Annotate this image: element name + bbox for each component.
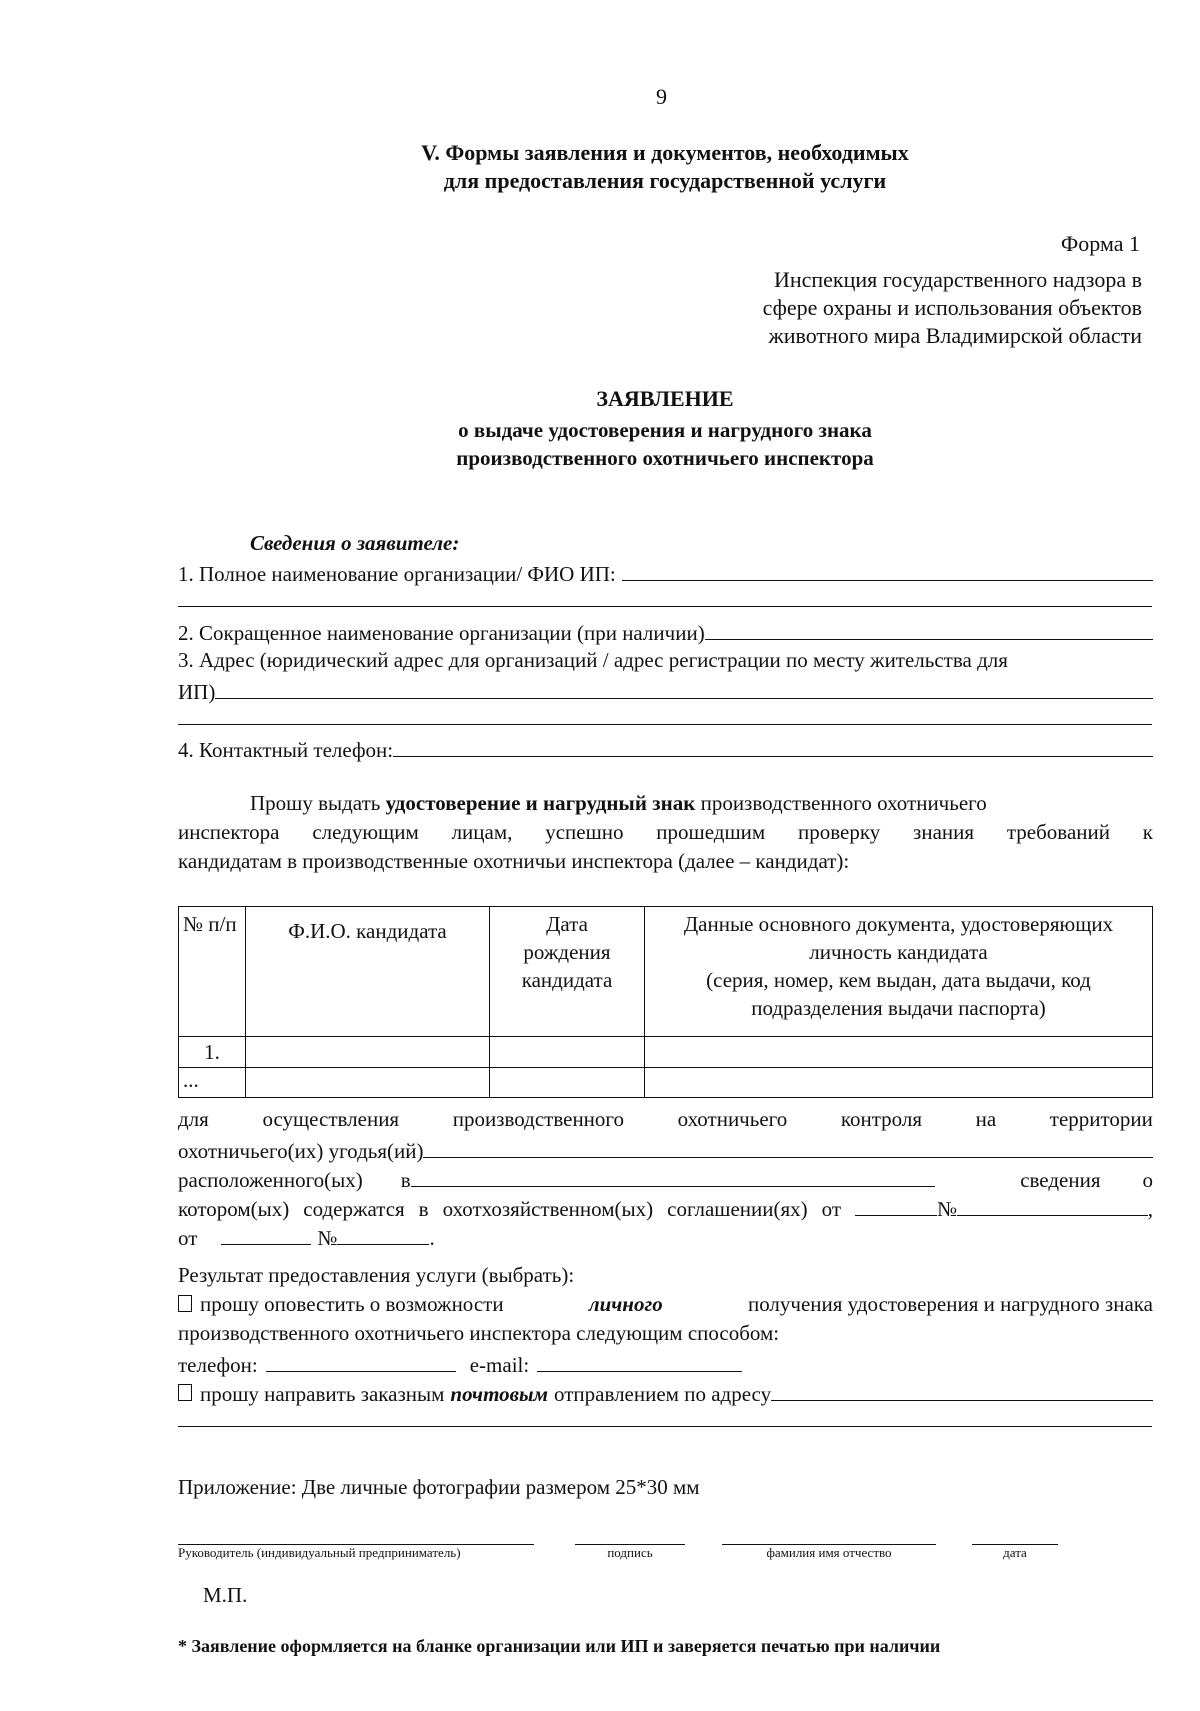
candidates-table [178,906,1153,1098]
applicant-phone-field[interactable] [178,735,1153,763]
result-option-personal-line2: производственного охотничьего инспектора следующим способом: [178,1321,780,1345]
agreement-second-field[interactable] [178,1223,435,1251]
document-heading: ЗАЯВЛЕНИЕ [596,386,734,411]
applicant-item3-label-cont: ИП) [178,680,216,704]
signature-sign-label: подпись [607,1545,653,1560]
footnote: * Заявление оформляется на бланке организации или ИП и заверяется печатью при наличии [178,1636,941,1656]
agreement2-number-sign: № [317,1226,338,1250]
request-line3: кандидатам в производственные охотничьи инспектора (далее – кандидат): [178,849,850,873]
request-line1 [250,791,987,816]
purpose-word: территории [1049,1107,1153,1131]
hunting-grounds-input-line[interactable] [423,1136,1153,1158]
header-document-line1: Данные основного документа, удостоверяющих [683,912,1114,936]
table-row [179,1068,1153,1098]
purpose-word: осуществления [262,1107,400,1131]
applicant-address-field[interactable] [178,677,1153,705]
purpose-word: на [975,1107,997,1131]
info-preposition: о [1142,1168,1153,1192]
applicant-item3-label: 3. Адрес (юридический адрес для организаций / адрес регистрации по месту жительства для [178,648,1008,672]
option-personal-text-a: прошу оповестить о возможности [200,1292,504,1316]
result-option-personal[interactable] [178,1292,1153,1317]
contact-fields [178,1350,742,1378]
address-input-line[interactable] [215,677,1153,699]
form-label: Форма 1 [1060,231,1140,256]
agreement-text: в [418,1197,429,1221]
page-number: 9 [656,84,667,109]
agreement-number-sign: № [937,1197,958,1221]
document-subtitle-line2: производственного охотничьего инспектора [456,446,874,470]
row-fio-cell[interactable] [246,1068,490,1098]
contact-phone-label: телефон: [178,1353,258,1377]
hunting-grounds-field[interactable] [178,1136,1153,1164]
row-document-cell[interactable] [645,1037,1153,1068]
phone-input-line[interactable] [393,735,1153,757]
header-document-line4: подразделения выдачи паспорта) [751,996,1046,1020]
table-header-row [179,907,1153,1037]
mail-address-input-line[interactable] [771,1379,1153,1401]
agreement-date-input-line[interactable] [855,1194,937,1216]
purpose-word: охотничьего [677,1107,788,1131]
row-fio-cell[interactable] [246,1037,490,1068]
purpose-word: производственного [452,1107,625,1131]
row-dob-cell[interactable] [490,1037,645,1068]
agreement2-number-input-line[interactable] [337,1223,429,1245]
contact-email-label: e-mail: [469,1353,530,1377]
contact-phone-input-line[interactable] [266,1350,456,1372]
header-document-line2: личность кандидата [809,940,988,964]
purpose-word: для [178,1107,209,1131]
checkbox-mail[interactable] [178,1384,192,1401]
signature-role-line [178,1544,534,1545]
checkbox-personal[interactable] [178,1295,192,1312]
request-text-a: Прошу выдать [250,791,381,815]
stamp-label: М.П. [203,1583,248,1607]
addressee-line2: сфере охраны и использования объектов [762,295,1142,320]
option-personal-text-bold: личного [588,1292,663,1316]
header-num: № п/п [179,907,246,1037]
agreement2-date-input-line[interactable] [221,1223,311,1245]
applicant-item2-label: 2. Сокращенное наименование организации (при наличии) [178,621,705,645]
option-mail-text-c: отправлением по адресу [553,1382,772,1406]
applicant-header: Сведения о заявителе: [250,531,460,555]
header-document [645,907,1153,1037]
short-name-input-line[interactable] [705,618,1153,640]
signature-role-label: Руководитель (индивидуальный предприниматель) [178,1545,461,1560]
request-text-bold: удостоверение и нагрудный знак [385,791,696,815]
agreement-text: от [821,1197,842,1221]
addressee-line1: Инспекция государственного надзора в [773,267,1142,292]
header-fio: Ф.И.О. кандидата [246,907,490,1037]
applicant-item4-label: 4. Контактный телефон: [178,738,394,762]
agreement2-end: . [429,1226,435,1250]
location-field[interactable] [178,1165,1153,1193]
location-input-line[interactable] [411,1165,935,1187]
document-subtitle-line1: о выдаче удостоверения и нагрудного знака [458,418,872,442]
option-mail-text-bold: почтовым [450,1382,548,1406]
full-name-continuation-line[interactable] [178,606,1152,607]
location-preposition: в [400,1168,411,1192]
signature-date-label: дата [1003,1545,1027,1560]
applicant-item1-label: 1. Полное наименование организации/ ФИО ИП: [178,562,616,586]
signature-fio-label: фамилия имя отчество [766,1545,892,1560]
row-num: ... [179,1068,246,1098]
option-personal-text-c: получения удостоверения и нагрудного знака [747,1292,1153,1316]
location-label: расположенного(ых) [178,1168,363,1192]
purpose-word: контроля [840,1107,923,1131]
request-text-c: производственного охотничьего [700,791,987,815]
agreement-number-input-line[interactable] [957,1194,1148,1216]
row-document-cell[interactable] [645,1068,1153,1098]
purpose-line1 [178,1107,1153,1132]
result-title: Результат предоставления услуги (выбрать): [178,1263,575,1287]
agreement-text: охотхозяйственном(ых) [442,1197,654,1221]
hunting-grounds-label: охотничьего(их) угодья(ий) [178,1139,424,1163]
request-line2: инспектора следующим лицам, успешно прошедшим проверку знания требований к [178,820,1153,844]
agreement-text: котором(ых) [178,1197,290,1221]
header-dob: Дата рождения кандидата [490,907,645,1037]
address-continuation-line[interactable] [178,724,1152,725]
applicant-full-name-field[interactable] [178,559,1153,587]
agreement-text: содержатся [303,1197,405,1221]
contact-email-input-line[interactable] [537,1350,742,1372]
row-dob-cell[interactable] [490,1068,645,1098]
table-row [179,1037,1153,1068]
attachment-text: Приложение: Две личные фотографии размером 25*30 мм [178,1475,700,1499]
result-option-mail[interactable] [178,1379,1153,1407]
mail-address-continuation-line[interactable] [178,1426,1152,1427]
addressee-line3: животного мира Владимирской области [768,323,1142,348]
section-title-line1: V. Формы заявления и документов, необходимых [421,140,909,165]
applicant-short-name-field[interactable] [178,618,1153,646]
agreement-from-label: от [178,1226,198,1250]
header-document-line3: (серия, номер, кем выдан, дата выдачи, код [706,968,1091,992]
agreement-text: соглашении(ях) [667,1197,808,1221]
info-label: сведения [1020,1168,1101,1192]
section-title-line2: для предоставления государственной услуги [443,168,887,193]
option-mail-text-a: прошу направить заказным [200,1382,445,1406]
agreement-field[interactable]: котором(ых) содержатся в охотхозяйственном(ых) соглашении(ях) от № , [178,1194,1153,1222]
full-name-input-line[interactable] [622,559,1153,581]
row-num: 1. [179,1037,246,1068]
